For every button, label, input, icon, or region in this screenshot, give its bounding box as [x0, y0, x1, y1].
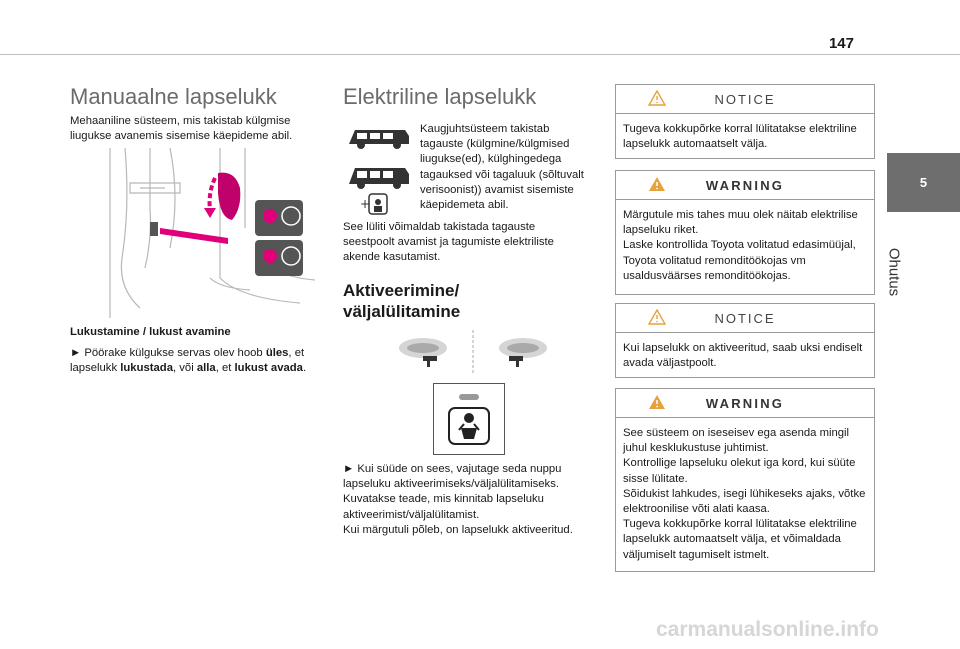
van-icon [349, 130, 409, 149]
electric-lock-title: Elektriline lapselukk [343, 84, 537, 109]
warning-text: Märgutule mis tahes muu olek näitab elektrilise lapseluku riket. Laske kontrollida Toyota volitatud edasimüüjal, Toyota volitatud remonditöökojas vm usaldusväärses remonditöökojas. [623, 209, 858, 282]
activation-instructions: ► Kui süüde on sees, vajutage seda nuppu lapseluku aktiveerimiseks/väljalülitamiseks. Kuvatakse teade, mis kinnitab lapseluku aktiveerimist/väljalülitamist. Kui märgutuli põleb, on lapselukk aktiveeritud. [343, 463, 573, 536]
warning-triangle-icon [648, 394, 666, 410]
electric-lock-description: Kaugjuhtsüsteem takistab tagauste (külgmine/külgmised liugukse(ed), külghingedega tagauksed või tagaluuk (sõltuvalt verisoonist)) avamist sisemiste käepidemeta abil. [420, 123, 584, 212]
child-lock-button[interactable] [433, 383, 505, 455]
steering-wheel-illustration [393, 330, 553, 374]
child-lock-icon [360, 194, 387, 214]
lock-subheading: Lukustamine / lukust avamine [70, 326, 231, 338]
section-title: Ohutus [885, 247, 903, 297]
watermark: carmanualsonline.info [656, 618, 879, 641]
notice-header: NOTICE [616, 304, 874, 333]
warning-box-2 [615, 388, 875, 572]
notice-text: Kui lapselukk on aktiveeritud, saab uksi endiselt avada väljastpoolt. [623, 342, 863, 370]
header-rule [0, 54, 960, 55]
warning-triangle-icon [648, 176, 666, 192]
steering-wheel-icon [399, 338, 447, 367]
manual-lock-title: Manuaalne lapselukk [70, 84, 277, 109]
section-tab[interactable] [887, 153, 960, 212]
door-lever-illustration [70, 148, 318, 318]
electric-lock-para: See lüliti võimaldab takistada tagauste seestpoolt avamist ja tagumiste elektriliste akende kasutamist. [343, 221, 554, 264]
notice-box-1 [615, 84, 875, 159]
section-number: 5 [919, 175, 928, 190]
notice-box-2 [615, 303, 875, 378]
van-icons [343, 122, 417, 218]
child-lock-button-icon [434, 384, 504, 454]
notice-header: NOTICE [616, 85, 874, 114]
manual-lock-intro: Mehaaniline süsteem, mis takistab külgmise liugukse avanemis sisemise käepideme abil. [70, 115, 293, 143]
svg-text:+: + [360, 197, 371, 211]
warning-text: See süsteem on iseseisev ega asenda mingil juhul kesklukustuse juhtimist. Kontrollige lapseluku olekut iga kord, kui süüte sisse lülitate. Sõidukist lahkudes, isegi lühikeseks ajaks, võtke elektroonilise võti alati kaasa. Tugeva kokkupõrke korral lülitatakse elektriline lapselukk automaatselt välja, et võimaldada väljumiselt tagumiselt istmelt. [623, 427, 866, 561]
activation-heading: Aktiveerimine/ väljalülitamine [343, 281, 461, 321]
notice-text: Tugeva kokkupõrke korral lülitatakse elektriline lapselukk automaatselt välja. [623, 123, 857, 151]
warning-header: WARNING [616, 389, 874, 418]
page-number: 147 [828, 35, 854, 52]
warning-triangle-icon [648, 90, 666, 106]
manual-lock-instruction: ► Pöörake külgukse servas olev hoob üles, et lapselukk lukustada, või alla, et lukust avada. [70, 347, 307, 375]
warning-triangle-icon [648, 309, 666, 325]
warning-header: WARNING [616, 171, 874, 200]
warning-box-1 [615, 170, 875, 295]
